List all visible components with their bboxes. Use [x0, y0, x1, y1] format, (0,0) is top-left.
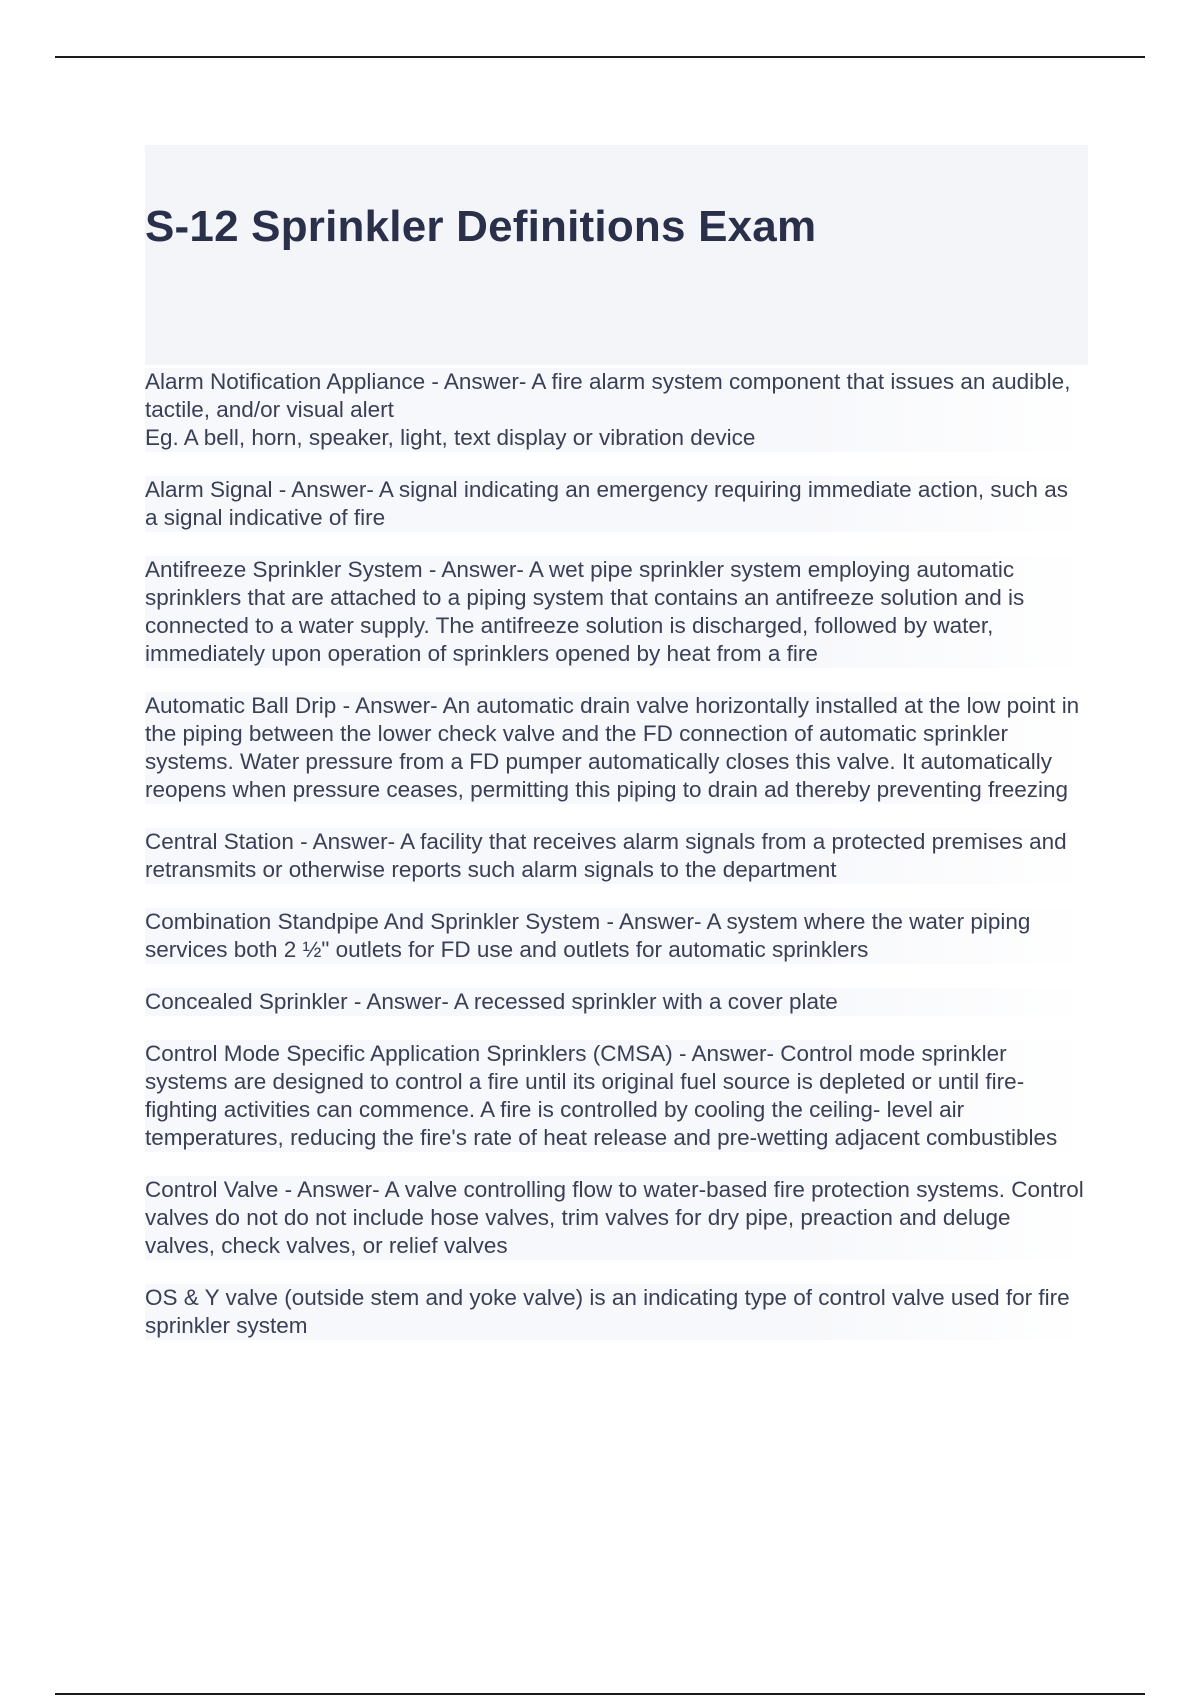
definition-text: Control Valve - Answer- A valve controlling flow to water-based fire protection systems. Control valves do not do not include hose valves, trim valves for dry pipe, preaction and deluge valves, check valves, or relief valves: [145, 1177, 1084, 1258]
definition-text: Alarm Signal - Answer- A signal indicating an emergency requiring immediate action, such as a signal indicative of fire: [145, 477, 1068, 530]
definition-text: OS & Y valve (outside stem and yoke valve) is an indicating type of control valve used for fire sprinkler system: [145, 1285, 1070, 1338]
definition-central-station: [145, 828, 1090, 884]
definition-concealed-sprinkler: [145, 988, 1090, 1016]
definition-example: Eg. A bell, horn, speaker, light, text display or vibration device: [145, 425, 756, 450]
definition-text: Control Mode Specific Application Sprinklers (CMSA) - Answer- Control mode sprinkler systems are designed to control a fire until its original fuel source is depleted or until fire-fighting activities can commence. A fire is controlled by cooling the ceiling- level air temperatures, reducing the fire's rate of heat release and pre-wetting adjacent combustibles: [145, 1041, 1058, 1150]
definition-text: Antifreeze Sprinkler System - Answer- A wet pipe sprinkler system employing automatic sprinklers that are attached to a piping system that contains an antifreeze solution and is connected to a water supply. The antifreeze solution is discharged, followed by water, immediately upon operation of sprinklers opened by heat from a fire: [145, 557, 1025, 666]
definition-os-y-valve: [145, 1284, 1090, 1340]
definition-combination-standpipe: [145, 908, 1090, 964]
definitions-list: [145, 368, 1090, 1364]
definition-text: Alarm Notification Appliance - Answer- A fire alarm system component that issues an audible, tactile, and/or visual alert: [145, 369, 1071, 422]
bottom-rule: [55, 1693, 1145, 1695]
definition-antifreeze-sprinkler-system: [145, 556, 1090, 668]
title-band: [145, 145, 1088, 365]
definition-alarm-signal: [145, 476, 1090, 532]
definition-alarm-notification-appliance: [145, 368, 1090, 452]
top-rule: [55, 56, 1145, 58]
definition-text: Combination Standpipe And Sprinkler System - Answer- A system where the water piping services both 2 ½" outlets for FD use and outlets for automatic sprinklers: [145, 909, 1031, 962]
definition-text: Central Station - Answer- A facility that receives alarm signals from a protected premises and retransmits or otherwise reports such alarm signals to the department: [145, 829, 1067, 882]
definition-cmsa: [145, 1040, 1090, 1152]
definition-control-valve: [145, 1176, 1090, 1260]
document-title: S-12 Sprinkler Definitions Exam: [145, 202, 817, 251]
definition-automatic-ball-drip: [145, 692, 1090, 804]
definition-text: Automatic Ball Drip - Answer- An automatic drain valve horizontally installed at the low point in the piping between the lower check valve and the FD connection of automatic sprinkler systems. Water pressure from a FD pumper automatically closes this valve. It automatically reopens when pressure ceases, permitting this piping to drain ad thereby preventing freezing: [145, 693, 1080, 802]
definition-text: Concealed Sprinkler - Answer- A recessed sprinkler with a cover plate: [145, 989, 838, 1014]
